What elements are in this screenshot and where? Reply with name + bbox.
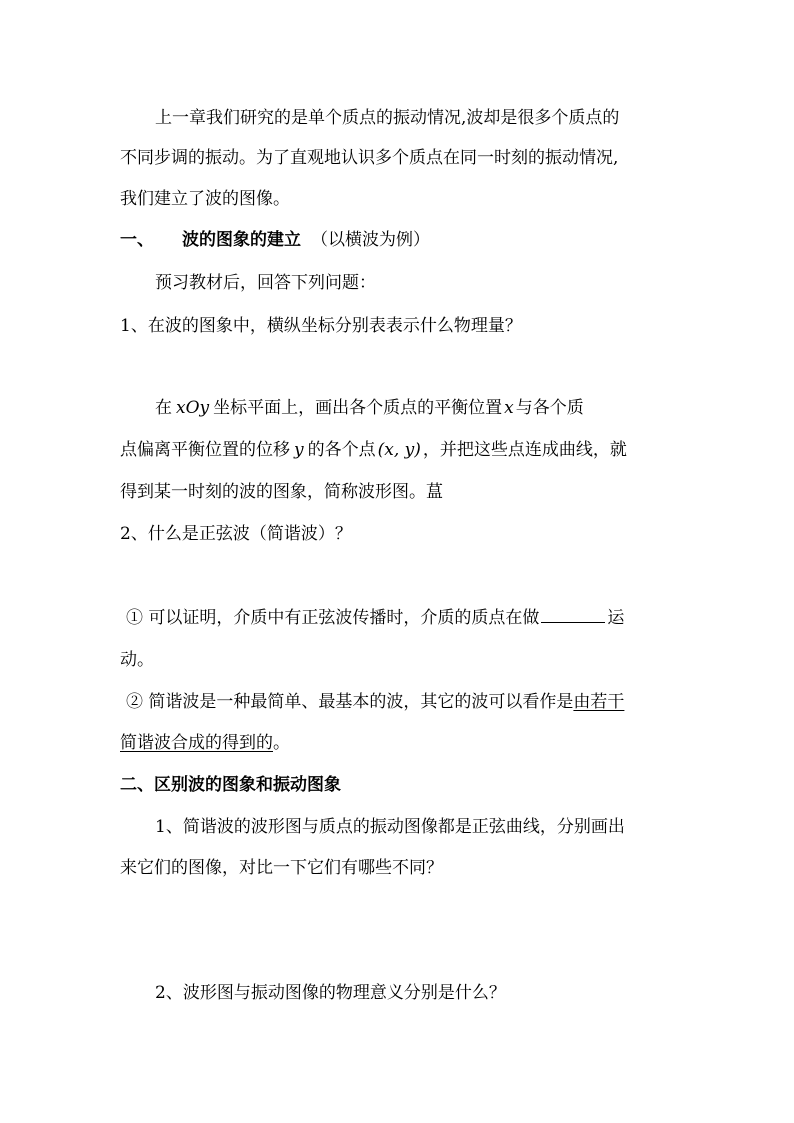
xoy-symbol: xOy	[176, 398, 210, 418]
xy-point-symbol: (x, y)	[377, 440, 421, 460]
intro-line-1: 上一章我们研究的是单个质点的振动情况,波却是很多个质点的	[155, 108, 620, 128]
answer-1-text: 点偏离平衡位置的位移	[120, 440, 290, 460]
section-1-number: 一、	[120, 230, 154, 250]
answer-1-text: 坐标平面上，画出各个质点的平衡位置	[213, 398, 503, 418]
section-2-question-2: 2、波形图与振动图像的物理意义分别是什么？	[155, 983, 506, 1003]
item-2-text: ② 简谐波是一种最简单、最基本的波，其它的波可以看作是	[126, 692, 574, 712]
answer-1-text: 在	[155, 398, 172, 418]
item-2-text: 。	[273, 733, 290, 753]
fill-in-blank[interactable]	[541, 608, 605, 623]
question-1: 1、在波的图象中，横纵坐标分别表表示什么物理量？	[120, 316, 522, 336]
section-1-title: 波的图象的建立	[182, 230, 301, 250]
answer-1-text: ，并把这些点连成曲线，就	[422, 440, 627, 460]
section-2-heading: 二、区别波的图象和振动图象	[120, 775, 341, 795]
question-2-item-1-cont: 动。	[120, 650, 154, 670]
y-symbol: y	[294, 440, 304, 460]
section-2-question-1-line-2: 来它们的图像，对比一下它们有哪些不同？	[120, 858, 443, 878]
answer-1-text: 与各个质	[515, 398, 584, 418]
answer-1-line-2	[120, 438, 627, 462]
section-1-note: （以横波为例）	[311, 230, 430, 250]
section-1-prompt: 预习教材后，回答下列问题：	[155, 273, 376, 293]
item-1-text: 运	[607, 608, 625, 628]
answer-1-line-3: 得到某一时刻的波的图象，简称波形图。蒀	[120, 482, 443, 502]
question-2-item-2-cont	[120, 731, 290, 755]
intro-line-2: 不同步调的振动。为了直观地认识多个质点在同一时刻的振动情况,	[120, 148, 619, 168]
x-symbol: x	[504, 398, 514, 418]
section-2-question-1-line-1: 1、简谐波的波形图与质点的振动图像都是正弦曲线，分别画出	[155, 817, 625, 837]
intro-line-3: 我们建立了波的图像。	[120, 189, 290, 209]
underlined-text: 由若干	[573, 692, 625, 712]
section-1-heading	[120, 228, 430, 252]
item-1-text: ① 可以证明，介质中有正弦波传播时，介质的质点在做	[126, 608, 540, 628]
answer-1-line-1	[155, 396, 584, 420]
question-2-item-1	[126, 606, 624, 630]
question-2-item-2	[126, 690, 624, 714]
underlined-text: 简谐波合成的得到的	[120, 733, 273, 753]
answer-1-text: 的各个点	[307, 440, 376, 460]
question-2: 2、什么是正弦波（简谐波）？	[120, 524, 352, 544]
